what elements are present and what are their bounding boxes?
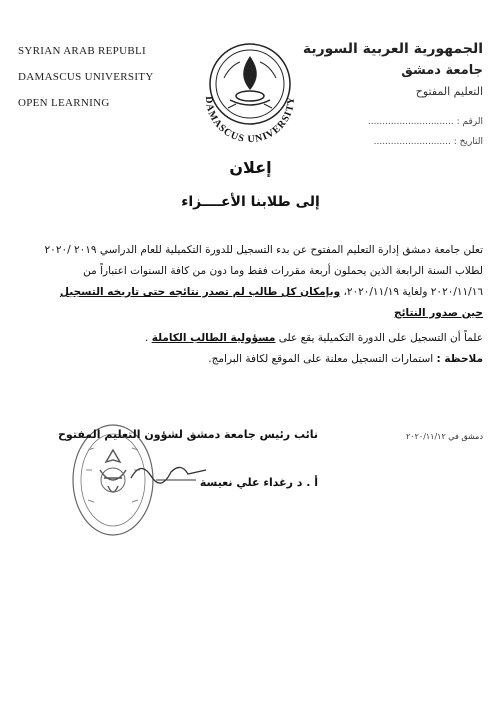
signatory-title: نائب رئيس جامعة دمشق لشؤون التعليم المفتوح: [58, 428, 318, 441]
note-highlight: مسؤولية الطالب الكاملة: [151, 332, 276, 344]
paragraph-line: لطلاب السنة الرابعة الذين يحملون أربعة مقررات فقط وما دون من كافة السنوات اعتباراً من: [83, 265, 483, 277]
reference-fields: [353, 112, 483, 152]
header-english: [18, 38, 178, 116]
reference-number-label: الرقم :: [456, 117, 483, 127]
issue-date: دمشق في ٢٠٢٠/١١/١٢: [406, 432, 483, 441]
header-english-department: OPEN LEARNING: [18, 97, 110, 109]
note-line: علماً أن التسجيل على الدورة التكميلية يقع على مسؤولية الطالب الكاملة .: [145, 332, 483, 344]
remark-text: استمارات التسجيل معلنة على الموقع لكافة البرامج.: [208, 353, 434, 365]
header-english-country: SYRIAN ARAB REPUBLI: [18, 45, 146, 57]
paragraph-line: [18, 282, 483, 303]
paragraph-line: حين صدور النتائج: [394, 307, 483, 319]
page-title: إعلان: [229, 158, 272, 177]
logo-caption: DAMASCUS UNIVERSITY: [202, 95, 298, 143]
reference-number-field: [353, 112, 483, 132]
header-arabic-university: جامعة دمشق: [401, 63, 483, 78]
header-arabic-country: الجمهورية العربية السورية: [302, 41, 483, 57]
page-subtitle: إلى طلابنا الأعــــزاء: [181, 194, 320, 210]
remark-line: [18, 349, 483, 370]
remark-label: ملاحظة :: [436, 353, 483, 365]
reference-date-field: [353, 132, 483, 152]
signatory-name: أ . د رغداء علي نعيسة: [199, 476, 318, 489]
reference-date-dots: ...........................: [373, 137, 451, 147]
header-english-university: DAMASCUS UNIVERSITY: [18, 71, 154, 83]
header-arabic: [293, 38, 483, 102]
paragraph-dates: ٢٠٢٠/١١/١٦ ولغاية ٢٠٢٠/١١/١٩،: [343, 286, 483, 298]
paragraph-line: تعلن جامعة دمشق إدارة التعليم المفتوح عن بدء التسجيل للدورة التكميلية للعام الدراسي ٢٠١٩ /٢٠٢٠: [44, 244, 483, 256]
svg-text:DAMASCUS UNIVERSITY: [203, 96, 297, 143]
reference-date-label: التاريخ :: [453, 137, 483, 147]
university-logo: [180, 38, 320, 143]
note-text: علماً أن التسجيل على الدورة التكميلية يقع على: [278, 332, 483, 344]
university-emblem-icon: [180, 38, 320, 143]
paragraph-highlight: وبإمكان كل طالب لم تصدر نتائجه حتى تاريخه التسجيل: [59, 286, 341, 298]
reference-number-dots: ..............................: [367, 117, 454, 127]
header-arabic-department: التعليم المفتوح: [415, 85, 483, 98]
announcement-body: [18, 240, 483, 370]
